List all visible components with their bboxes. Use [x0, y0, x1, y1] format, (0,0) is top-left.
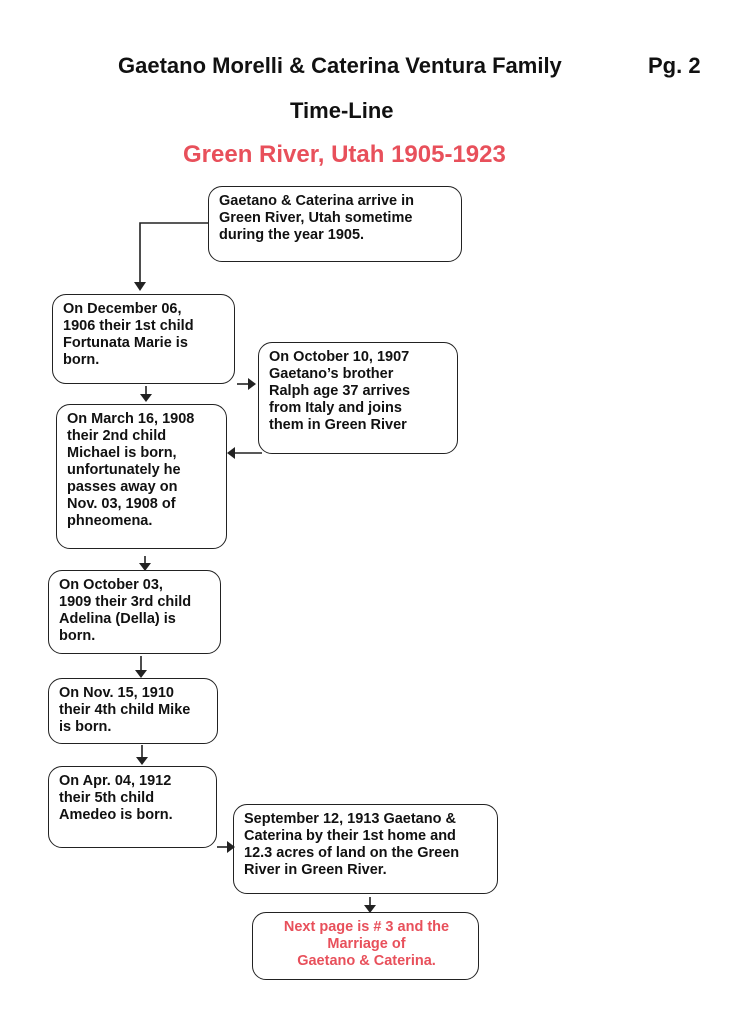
event-box-adelina: On October 03, 1909 their 3rd child Adelina (Della) is born.	[48, 570, 221, 654]
arrowhead	[248, 378, 256, 390]
arrowhead	[136, 757, 148, 765]
event-box-fortunata: On December 06, 1906 their 1st child Fortunata Marie is born.	[52, 294, 235, 384]
arrowhead	[135, 670, 147, 678]
event-box-mike: On Nov. 15, 1910 their 4th child Mike is born.	[48, 678, 218, 744]
event-box-michael: On March 16, 1908 their 2nd child Michael is born, unfortunately he passes away on Nov. 03, 1908 of phneomena.	[56, 404, 227, 549]
connector-arrow	[140, 223, 208, 283]
subtitle: Time-Line	[290, 98, 394, 123]
page-number: Pg. 2	[648, 53, 701, 78]
event-box-amedeo: On Apr. 04, 1912 their 5th child Amedeo is born.	[48, 766, 217, 848]
arrowhead	[227, 447, 235, 459]
event-box-ralph: On October 10, 1907 Gaetano’s brother Ralph age 37 arrives from Italy and joins them in Green River	[258, 342, 458, 454]
event-box-arrival: Gaetano & Caterina arrive in Green River, Utah sometime during the year 1905.	[208, 186, 462, 262]
location-heading: Green River, Utah 1905-1923	[183, 141, 506, 168]
document-title: Gaetano Morelli & Caterina Ventura Family	[118, 53, 562, 78]
arrowhead	[140, 394, 152, 402]
arrowhead	[134, 282, 146, 291]
event-box-first-home: September 12, 1913 Gaetano & Caterina by their 1st home and 12.3 acres of land on the Green River in Green River.	[233, 804, 498, 894]
next-page-note: Next page is # 3 and the Marriage of Gaetano & Caterina.	[252, 912, 479, 980]
